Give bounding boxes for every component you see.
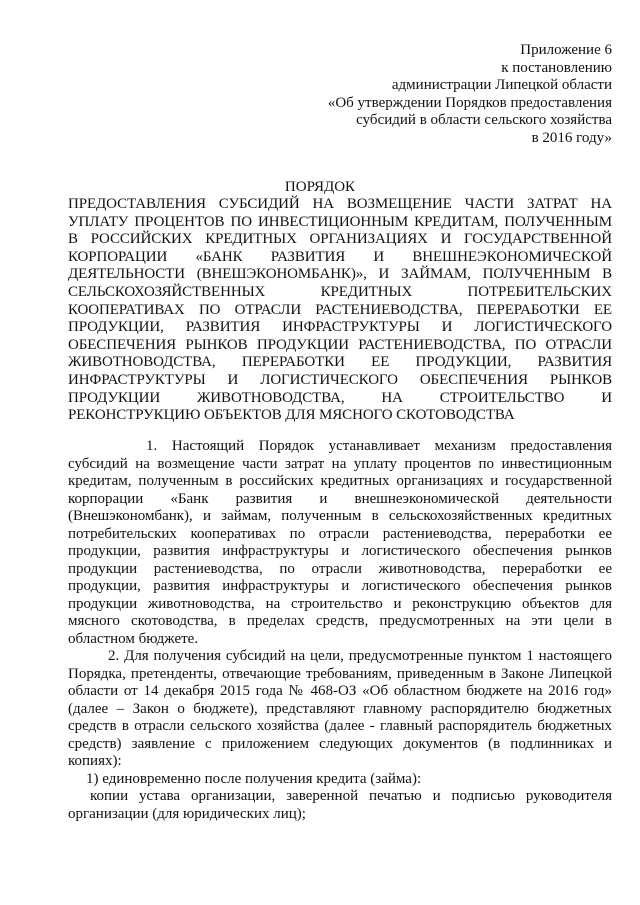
paragraph-line: субсидий на возмещение части затрат на уплату процентов по инвестиционным: [68, 455, 612, 472]
paragraph-line: (Внешэкономбанк), и займам, полученным в сельскохозяйственных кредитных: [68, 508, 612, 524]
appendix-line: к постановлению: [501, 59, 612, 76]
paragraph-line: областном бюджете.: [68, 630, 199, 647]
list-item-line: 1) единовременно после получения кредита (займа):: [86, 770, 422, 787]
paragraph-line: (далее – Закон о бюджете), представляют главному распорядителю бюджетных: [68, 700, 612, 717]
subtitle-line: КОРПОРАЦИИ «БАНК РАЗВИТИЯ И ВНЕШНЕЭКОНОМИЧЕСКОЙ: [68, 248, 612, 265]
paragraph-line: копиях):: [68, 753, 122, 769]
paragraph-line: кредитам, полученным в российских кредитных организациях и государственной: [68, 473, 612, 489]
subtitle-line: ОБЕСПЕЧЕНИЯ РЫНКОВ ПРОДУКЦИИ РАСТЕНИЕВОДСТВА, ПО ОТРАСЛИ: [68, 336, 612, 353]
paragraph-line: средств в отрасли сельского хозяйства (далее - главный распорядитель бюджетных: [68, 718, 612, 734]
paragraph-line: потребительских кооперативах по отрасли растениеводства, переработки ее: [68, 525, 612, 542]
paragraph-line: корпорации «Банк развития и внешнеэкономической деятельности: [68, 490, 612, 507]
sub-item: [68, 788, 612, 823]
paragraph-line: продукции, развития инфраструктуры и логистического обеспечения рынков: [68, 578, 612, 594]
paragraph-line: Порядка, претенденты, отвечающие требованиям, приведенным в Законе Липецкой: [68, 665, 612, 682]
paragraph-2: [68, 648, 612, 771]
paragraph-line: мясного скотоводства, в пределах средств, предусмотренных на эти цели в: [68, 613, 612, 629]
paragraph-line: продукции, развития инфраструктуры и логистического обеспечения рынков: [68, 543, 612, 559]
subtitle-line: ЖИВОТНОВОДСТВА, ПЕРЕРАБОТКИ ЕЕ ПРОДУКЦИИ, РАЗВИТИЯ: [68, 354, 612, 371]
document-title: ПОРЯДОК: [284, 179, 356, 195]
appendix-header: [292, 42, 612, 147]
sub-item-line: копии устава организации, заверенной печатью и подписью руководителя: [90, 788, 612, 804]
subtitle-line: ДЕЯТЕЛЬНОСТИ (ВНЕШЭКОНОМБАНК)», И ЗАЙМАМ, ПОЛУЧЕННЫМ В: [68, 266, 612, 283]
paragraph-line: 2. Для получения субсидий на цели, предусмотренные пунктом 1 настоящего: [108, 648, 612, 664]
document-body: [68, 438, 612, 823]
subtitle-line: РЕКОНСТРУКЦИЮ ОБЪЕКТОВ ДЛЯ МЯСНОГО СКОТОВОДСТВА: [68, 407, 515, 424]
subtitle-line: ПРОДУКЦИИ ЖИВОТНОВОДСТВА, НА СТРОИТЕЛЬСТВО И: [68, 389, 612, 406]
paragraph-line: продукции растениеводства, по отрасли животноводства, переработки ее: [68, 560, 612, 577]
appendix-line: субсидий в области сельского хозяйства: [356, 112, 612, 128]
appendix-line: Приложение 6: [520, 42, 612, 58]
paragraph-line: продукции животноводства, на строительство и реконструкцию объектов для: [68, 595, 612, 612]
document-subtitle: [68, 196, 612, 425]
subtitle-line: ПРОДУКЦИИ, РАЗВИТИЯ ИНФРАСТРУКТУРЫ И ЛОГИСТИЧЕСКОГО: [68, 319, 612, 336]
subtitle-line: ПРЕДОСТАВЛЕНИЯ СУБСИДИЙ НА ВОЗМЕЩЕНИЕ ЧАСТИ ЗАТРАТ НА: [68, 196, 612, 212]
appendix-line: «Об утверждении Порядков предоставления: [327, 94, 612, 111]
sub-item-line: организации (для юридических лиц);: [68, 805, 306, 822]
subtitle-line: УПЛАТУ ПРОЦЕНТОВ ПО ИНВЕСТИЦИОННЫМ КРЕДИТАМ, ПОЛУЧЕННЫМ: [68, 213, 612, 230]
paragraph-line: 1. Настоящий Порядок устанавливает механизм предоставления: [146, 438, 612, 454]
subtitle-line: В РОССИЙСКИХ КРЕДИТНЫХ ОРГАНИЗАЦИЯХ И ГОСУДАРСТВЕННОЙ: [68, 231, 612, 248]
subtitle-line: ИНФРАСТРУКТУРЫ И ЛОГИСТИЧЕСКОГО ОБЕСПЕЧЕНИЯ РЫНКОВ: [68, 371, 612, 388]
subtitle-line: СЕЛЬСКОХОЗЯЙСТВЕННЫХ КРЕДИТНЫХ ПОТРЕБИТЕЛЬСКИХ: [68, 283, 612, 300]
paragraph-line: средств) заявление с приложением следующих документов (в подлинниках и: [68, 735, 612, 752]
subtitle-line: КООПЕРАТИВАХ ПО ОТРАСЛИ РАСТЕНИЕВОДСТВА, ПЕРЕРАБОТКИ ЕЕ: [68, 301, 612, 318]
paragraph-1: [68, 438, 612, 648]
list-item-1: [68, 771, 612, 789]
appendix-line: в 2016 году»: [531, 129, 612, 146]
appendix-line: администрации Липецкой области: [391, 77, 612, 93]
paragraph-line: области от 14 декабря 2015 года № 468-ОЗ «Об областном бюджете на 2016 год»: [68, 683, 612, 699]
